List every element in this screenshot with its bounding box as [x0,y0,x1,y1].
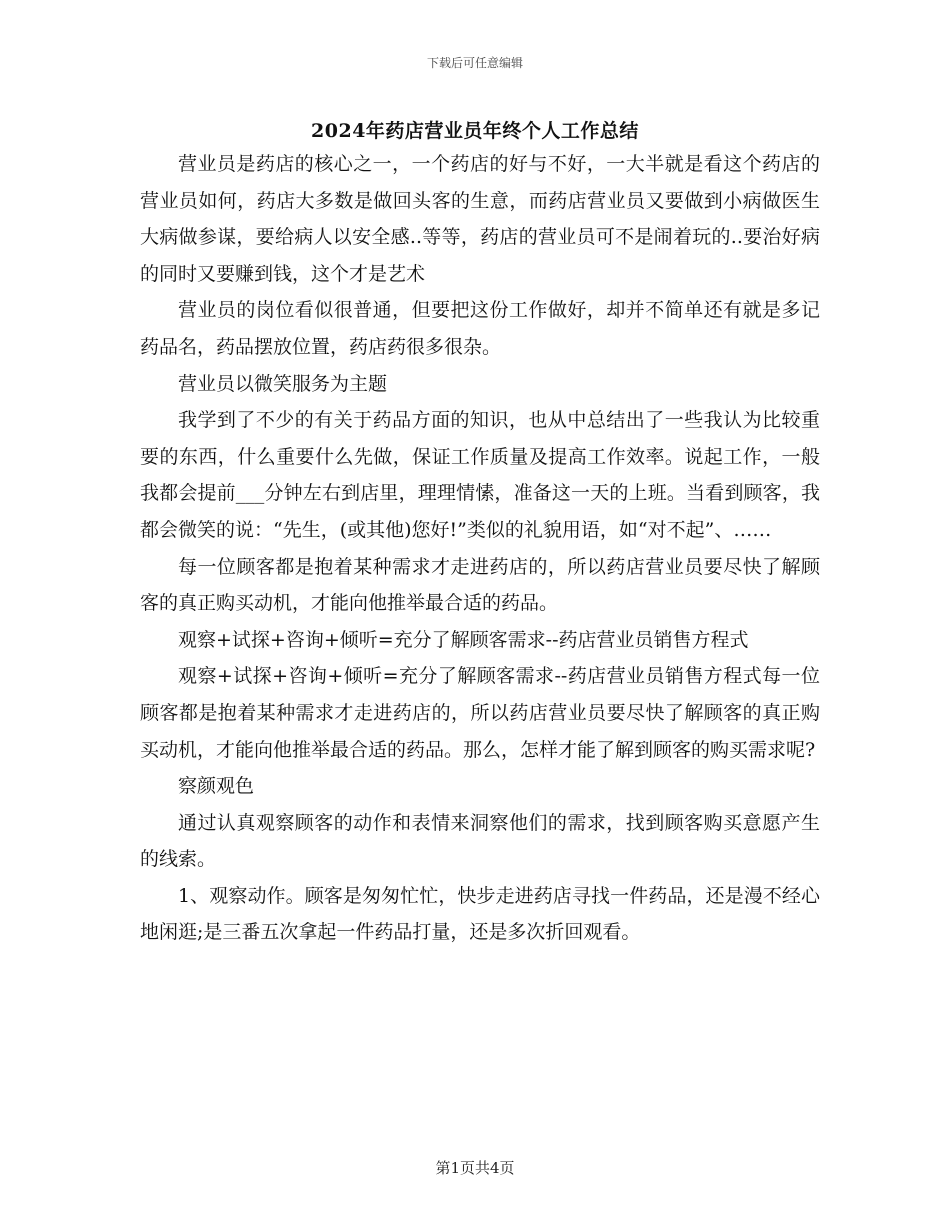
paragraph: 我学到了不少的有关于药品方面的知识，也从中总结出了一些我认为比较重要的东西，什么重要什么先做，保证工作质量及提高工作效率。说起工作，一般我都会提前___分钟左右到店里，理理情愫，准备这一天的上班。当看到顾客，我都会微笑的说：“先生，(或其他)您好!”类似的礼貌用语，如“对不起”、…… [140,409,820,541]
paragraph: 通过认真观察顾客的动作和表情来洞察他们的需求，找到顾客购买意愿产生的线索。 [140,811,820,871]
paragraph: 营业员是药店的核心之一，一个药店的好与不好，一大半就是看这个药店的营业员如何，药店大多数是做回头客的生意，而药店营业员又要做到小病做医生大病做参谋，要给病人以安全感..等等，药店的营业员可不是闹着玩的..要治好病的同时又要赚到钱，这个才是艺术 [140,153,820,285]
section-heading: 察颜观色 [178,775,255,798]
paragraph: 营业员的岗位看似很普通，但要把这份工作做好，却并不简单还有就是多记药品名，药品摆放位置，药店药很多很杂。 [140,299,820,358]
paragraph: 观察+试探+咨询+倾听=充分了解顾客需求--药店营业员销售方程式 [178,628,749,651]
paragraph: 观察+试探+咨询+倾听=充分了解顾客需求--药店营业员销售方程式每一位顾客都是抱着某种需求才走进药店的，所以药店营业员要尽快了解顾客的真正购买动机，才能向他推举最合适的药品。那么，怎样才能了解到顾客的购买需求呢? [140,665,820,761]
page-number-footer: 第1页共4页 [435,1159,515,1177]
page-header: 下载后可任意编辑 [426,56,523,70]
paragraph: 每一位顾客都是抱着某种需求才走进药店的，所以药店营业员要尽快了解顾客的真正购买动机，才能向他推举最合适的药品。 [140,555,820,615]
document-title: 2024年药店营业员年终个人工作总结 [311,120,639,142]
paragraph: 1、观察动作。顾客是匆匆忙忙，快步走进药店寻找一件药品，还是漫不经心地闲逛;是三番五次拿起一件药品打量，还是多次折回观看。 [140,884,820,944]
paragraph: 营业员以微笑服务为主题 [178,372,388,395]
document-body [140,146,820,951]
